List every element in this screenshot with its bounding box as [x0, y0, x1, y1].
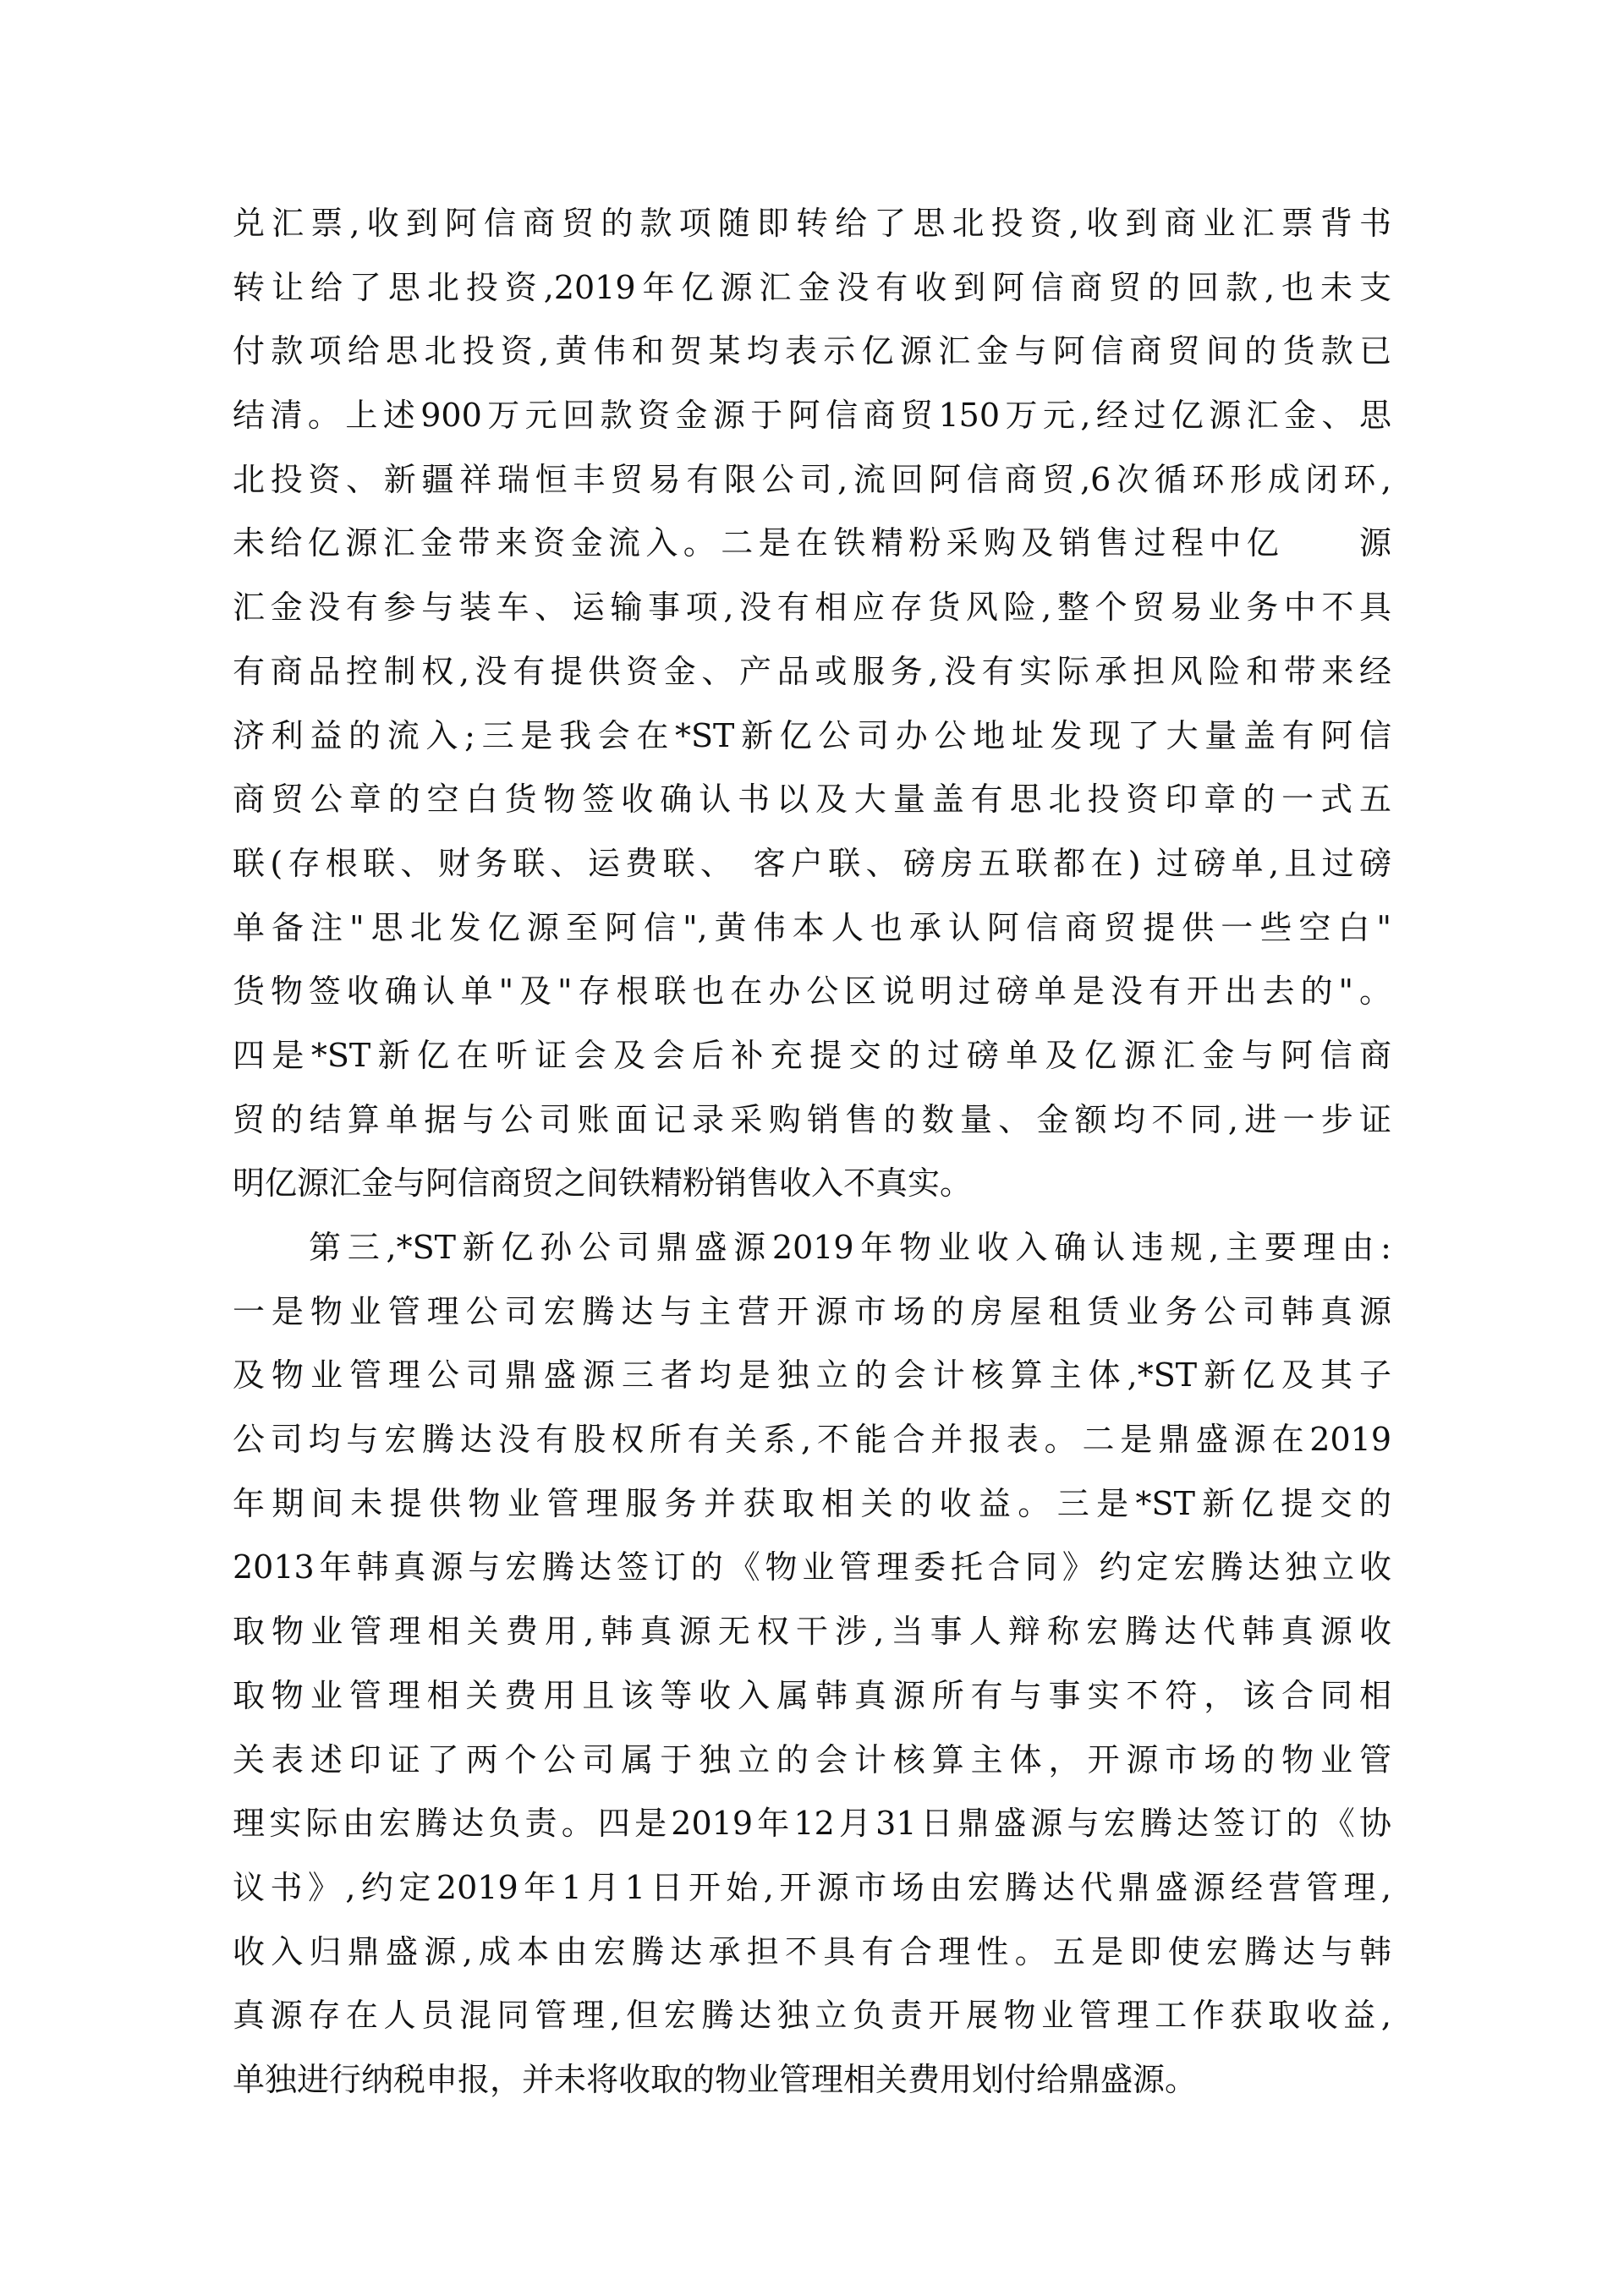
text-line: 付款项给思北投资,黄伟和贺某均表示亿源汇金与阿信商贸间的货款已 — [233, 332, 1391, 370]
text-line: 收入归鼎盛源,成本由宏腾达承担不具有合理性。五是即使宏腾达与韩 — [233, 1932, 1391, 1970]
text-line: 及物业管理公司鼎盛源三者均是独立的会计核算主体,*ST新亿及其子 — [233, 1356, 1391, 1395]
text-line: 明亿源汇金与阿信商贸之间铁精粉销售收入不真实。 — [233, 1164, 973, 1203]
text-line: 济利益的流入;三是我会在*ST新亿公司办公地址发现了大量盖有阿信 — [233, 716, 1391, 754]
text-line: 北投资、新疆祥瑞恒丰贸易有限公司,流回阿信商贸,6次循环形成闭环, — [233, 460, 1391, 498]
text-line: 商贸公章的空白货物签收确认书以及大量盖有思北投资印章的一式五 — [233, 781, 1391, 819]
text-line: 关表述印证了两个公司属于独立的会计核算主体，开源市场的物业管 — [233, 1740, 1391, 1778]
text-line: 一是物业管理公司宏腾达与主营开源市场的房屋租赁业务公司韩真源 — [233, 1292, 1391, 1330]
text-line: 2013年韩真源与宏腾达签订的《物业管理委托合同》约定宏腾达独立收 — [233, 1548, 1391, 1586]
text-line: 取物业管理相关费用且该等收入属韩真源所有与事实不符，该合同相 — [233, 1676, 1391, 1714]
text-line: 贸的结算单据与公司账面记录采购销售的数量、金额均不同,进一步证 — [233, 1100, 1391, 1138]
text-line: 有商品控制权,没有提供资金、产品或服务,没有实际承担风险和带来经 — [233, 652, 1391, 690]
paragraph-2 — [233, 1216, 1391, 2112]
text-line: 取物业管理相关费用,韩真源无权干涉,当事人辩称宏腾达代韩真源收 — [233, 1613, 1391, 1651]
text-line: 年期间未提供物业管理服务并获取相关的收益。三是*ST新亿提交的 — [233, 1484, 1391, 1522]
text-line: 未给亿源汇金带来资金流入。二是在铁精粉采购及销售过程中亿 源 — [233, 524, 1391, 562]
text-line: 兑汇票,收到阿信商贸的款项随即转给了思北投资,收到商业汇票背书 — [233, 205, 1391, 242]
text-line: 汇金没有参与装车、运输事项,没有相应存货风险,整个贸易业务中不具 — [233, 589, 1391, 627]
text-line: 公司均与宏腾达没有股权所有关系,不能合并报表。二是鼎盛源在2019 — [233, 1421, 1391, 1459]
text-line: 单备注"思北发亿源至阿信",黄伟本人也承认阿信商贸提供一些空白" — [233, 908, 1391, 946]
text-line: 理实际由宏腾达负责。四是2019年12月31日鼎盛源与宏腾达签订的《协 — [233, 1805, 1391, 1843]
paragraph-1 — [233, 192, 1391, 1216]
text-line: 货物签收确认单"及"存根联也在办公区说明过磅单是没有开出去的"。 — [233, 973, 1391, 1011]
body-text — [233, 192, 1391, 2112]
paragraph-heading-line: 第三,*ST新亿孙公司鼎盛源2019年物业收入确认违规,主要理由: — [309, 1229, 1391, 1266]
text-line: 议书》,约定2019年1月1日开始,开源市场由宏腾达代鼎盛源经营管理, — [233, 1868, 1391, 1906]
text-line: 结清。上述900万元回款资金源于阿信商贸150万元,经过亿源汇金、思 — [233, 397, 1391, 435]
text-line: 真源存在人员混同管理,但宏腾达独立负责开展物业管理工作获取收益, — [233, 1997, 1391, 2035]
text-line: 单独进行纳税申报，并未将收取的物业管理相关费用划付给鼎盛源。 — [233, 2060, 1198, 2098]
text-line: 转让给了思北投资,2019年亿源汇金没有收到阿信商贸的回款,也未支 — [233, 268, 1391, 306]
text-line: 四是*ST新亿在听证会及会后补充提交的过磅单及亿源汇金与阿信商 — [233, 1036, 1391, 1074]
text-line: 联(存根联、财务联、运费联、 客户联、磅房五联都在) 过磅单,且过磅 — [233, 844, 1391, 882]
